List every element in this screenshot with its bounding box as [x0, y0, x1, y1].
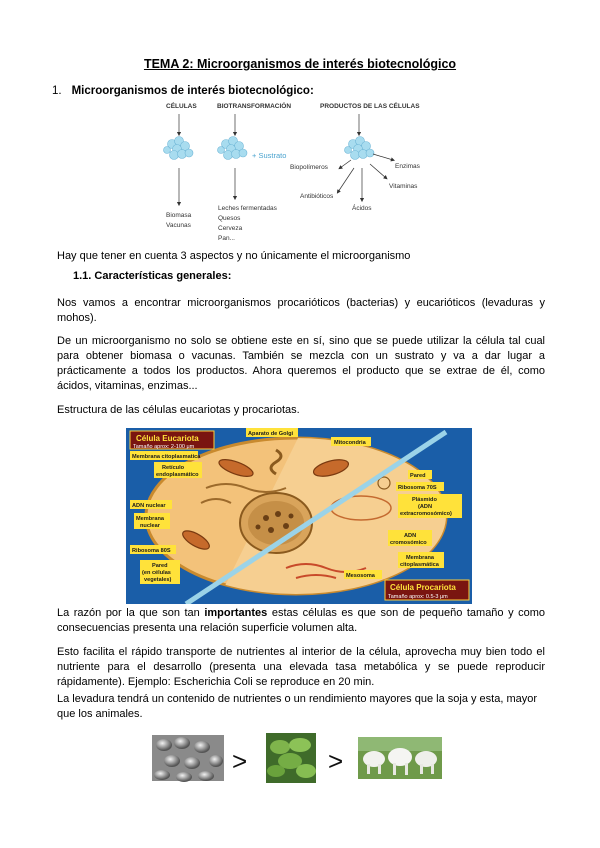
- col3-product-3: Vitaminas: [389, 183, 418, 190]
- label-plasmid-1: Plásmido: [412, 497, 437, 503]
- label-plasmid-3: extracromosómico): [400, 511, 452, 517]
- label-ribosome-80s: Ribosoma 80S: [132, 548, 171, 554]
- label-nuclear-dna: ADN nuclear: [132, 503, 166, 509]
- paragraph-4-bold: importantes: [204, 607, 268, 619]
- col1-product-2: Vacunas: [166, 222, 191, 229]
- paragraph-5: Esto facilita el rápido transporte de nutrientes al interior de la célula, aprovecha muy bien todo el nutriente para el desarrollo (presenta una elevada tasa metabólica y se puede reproducir rápidamente). Ejemplo: Escherichia Coli se reproduce en 20 min.: [57, 646, 545, 688]
- cell-cluster-2: [218, 137, 248, 160]
- col2-header: BIOTRANSFORMACIÓN: [217, 103, 292, 110]
- greater-than-2: >: [328, 746, 344, 776]
- label-cyto-membrane-2: citoplasmática: [400, 562, 439, 568]
- label-plasmid-2: (ADN: [418, 504, 432, 510]
- page-title: TEMA 2: Microorganismos de interés biotecnológico: [143, 57, 457, 71]
- col1-product-1: Biomasa: [166, 212, 192, 219]
- paragraph-2: De un microorganismo no solo se obtiene este en sí, sino que se puede utilizar la célula tal cual para obtener biomasa o vacunas. También se mezcla con un sustrato y va a dar lugar a prácticamente a todos los productos. Ahora queremos el producto que se extrae de él, como ácidos, vitaminas, enzimas...: [57, 335, 545, 392]
- note-text: Hay que tener en cuenta 3 aspectos y no únicamente el microorganismo: [57, 250, 411, 262]
- label-plant-wall-3: vegetales): [144, 577, 172, 583]
- section-number: 1.: [52, 85, 62, 97]
- label-nuclear-membrane-1: Membrana: [136, 516, 164, 522]
- label-chromosomal-dna-2: cromosómico: [390, 540, 427, 546]
- paragraph-6: La levadura tendrá un contenido de nutrientes o un rendimiento mayores que la soja y esta, mayor que los animales.: [57, 693, 538, 720]
- yeast-photo: [152, 735, 224, 782]
- eukaryote-size: Tamaño aprox: 2-100 μm: [133, 444, 195, 450]
- label-golgi: Aparato de Golgi: [248, 431, 294, 437]
- col2-product-2: Quesos: [218, 215, 241, 222]
- label-plant-wall-2: (en células: [142, 570, 171, 576]
- label-ribosome-70s: Ribosoma 70S: [398, 485, 437, 491]
- col3-product-1: Biopolímeros: [290, 164, 328, 171]
- soy-plant-photo: [266, 733, 316, 783]
- section-heading-text: Microorganismos de interés biotecnológico:: [71, 85, 314, 97]
- paragraph-4: [57, 606, 545, 636]
- label-mesosome: Mesosoma: [346, 573, 375, 579]
- label-membrane: Membrana citoplasmatica: [132, 454, 201, 460]
- cell-cluster-3: [345, 137, 375, 160]
- cell-structure-figure: [126, 428, 472, 604]
- col2-product-1: Leches fermentadas: [218, 205, 277, 212]
- paragraph-1: Nos vamos a encontrar microorganismos procarióticos (bacterias) y eucarióticos (levaduras y mohos).: [57, 297, 545, 324]
- label-reticulum-1: Retículo: [162, 465, 185, 471]
- comparison-row: [150, 733, 450, 783]
- greater-than-1: >: [232, 746, 248, 776]
- label-mitochondria: Mitocondria: [334, 440, 366, 446]
- prokaryote-size: Tamaño aprox: 0.5-3 μm: [388, 594, 448, 600]
- col3-header: PRODUCTOS DE LAS CÉLULAS: [320, 103, 420, 110]
- substrate-label: + Sustrato: [252, 151, 287, 160]
- paragraph-4-before: La razón por la que son tan: [57, 607, 205, 619]
- biotech-diagram: [160, 96, 450, 246]
- col2-product-4: Pan...: [218, 235, 235, 242]
- label-chromosomal-dna-1: ADN: [404, 533, 417, 539]
- col3-product-4: Antibióticos: [300, 193, 334, 200]
- label-reticulum-2: endoplasmático: [156, 472, 199, 478]
- paragraph-3: Estructura de las células eucariotas y procariotas.: [57, 404, 300, 416]
- col3-product-5: Ácidos: [352, 205, 372, 212]
- section-heading-1-1: 1.1. Características generales:: [73, 270, 232, 282]
- eukaryote-title: Célula Eucariota: [136, 434, 199, 443]
- col2-product-3: Cerveza: [218, 225, 243, 232]
- label-wall: Pared: [410, 473, 426, 479]
- paragraph-4-after: estas células es que son de pequeño tamaño y como consecuencias presenta una relación superficie volumen alta.: [57, 607, 546, 634]
- label-cyto-membrane-1: Membrana: [406, 555, 434, 561]
- col1-header: CÉLULAS: [166, 103, 197, 110]
- label-nuclear-membrane-2: nuclear: [140, 523, 160, 529]
- label-plant-wall-1: Pared: [152, 563, 168, 569]
- col3-product-2: Enzimas: [395, 163, 420, 170]
- prokaryote-title: Célula Procariota: [390, 583, 456, 592]
- cattle-photo: [358, 737, 442, 779]
- cell-cluster-1: [164, 137, 194, 160]
